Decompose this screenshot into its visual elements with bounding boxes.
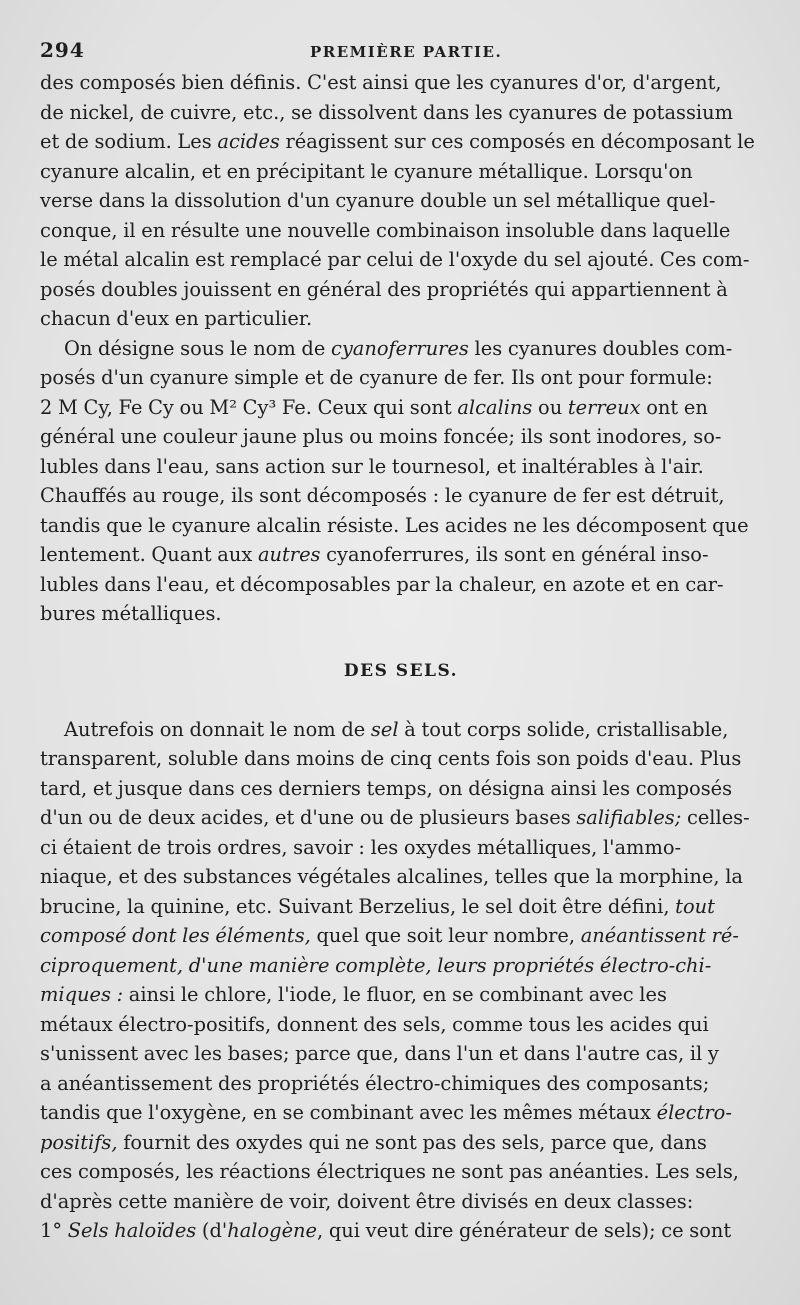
paragraph-cyanoferrures: On désigne sous le nom de cyanoferrures les cyanures doubles com- posés d'un cyanure simple et de cyanure de fer. Ils ont pour formule: 2 M Cy, Fe Cy ou M² Cy³ Fe. Ceux qui sont alcalins ou terreux ont en général une couleur jaune plus ou moins foncée; ils sont inodores, so- lubles dans l'eau, sans action sur le tournesol, et inaltérables à l'air. Chauffés au rouge, ils sont décomposés : le cyanure de fer est détruit, tandis que le cyanure alcalin résiste. Les acides ne les décomposent que lentement. Quant aux autres cyanoferrures, ils sont en général inso- lubles dans l'eau, et décomposables par la chaleur, en azote et en car- bures métalliques. — [40, 336, 749, 625]
paragraph-cyanures-doubles: des composés bien définis. C'est ainsi que les cyanures d'or, d'argent, de nickel, de cuivre, etc., se dissolvent dans les cyanures de potassium et de sodium. Les acides réagissent sur ces composés en décomposant le cyanure alcalin, et en précipitant le cyanure métallique. Lorsqu'on verse dans la dissolution d'un cyanure double un sel métallique quel- conque, il en résulte une nouvelle combinaison insoluble dans laquelle le métal alcalin est remplacé par celui de l'oxyde du sel ajouté. Ces com- posés doubles jouissent en général des propriétés qui appartiennent à chacun d'eux en particulier. — [40, 71, 755, 330]
paragraph-des-sels: Autrefois on donnait le nom de sel à tout corps solide, cristallisable, transparent, soluble dans moins de cinq cents fois son poids d'eau. Plus tard, et jusque dans ces derniers temps, on désigna ainsi les composés d'un ou de deux acides, et d'une ou de plusieurs bases salifiables; celles- ci étaient de trois ordres, savoir : les oxydes métalliques, l'ammo- niaque, et des substances végétales alcalines, telles que la morphine, la brucine, la quinine, etc. Suivant Berzelius, le sel doit être défini, tout composé dont les éléments, quel que soit leur nombre, anéantissent ré- ciproquement, d'une manière complète, leurs propriétés électro-chi- miques : ainsi le chlore, l'iode, le fluor, en se combinant avec les métaux électro-positifs, donnent des sels, comme tous les acides qui s'unissent avec les bases; parce que, dans l'un et dans l'autre cas, il y a anéantissement des propriétés électro-chimiques des composants; tandis que l'oxygène, en se combinant avec les mêmes métaux électro- positifs, fournit des oxydes qui ne sont pas des sels, parce que, dans ces composés, les réactions électriques ne sont pas anéanties. Les sels, d'après cette manière de voir, doivent être divisés en deux classes: 1° Sels haloïdes (d'halogène, qui veut dire générateur de sels); ce sont — [40, 717, 750, 1242]
page-number: 294 — [40, 38, 85, 62]
section-heading: DES SELS. — [343, 660, 459, 681]
running-title: PREMIÈRE PARTIE. — [310, 43, 503, 61]
page-header — [40, 38, 762, 68]
